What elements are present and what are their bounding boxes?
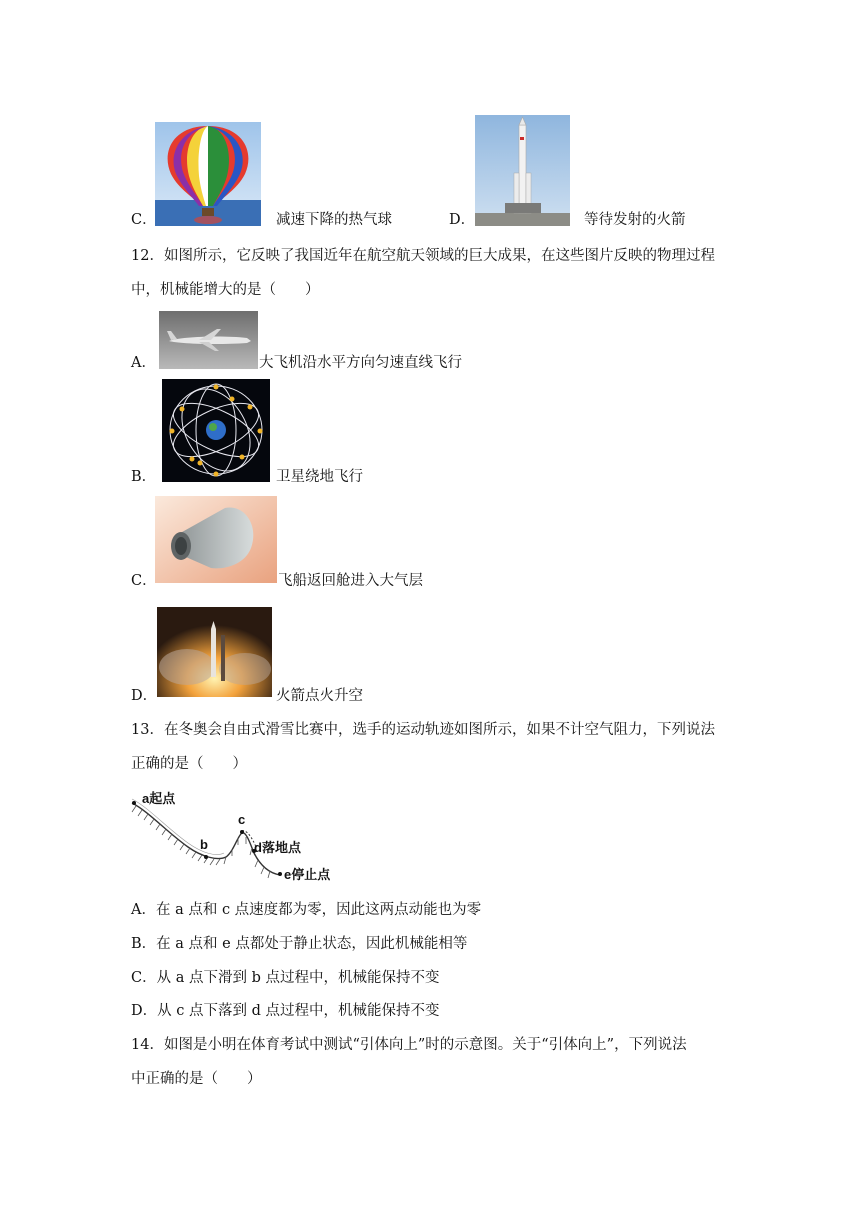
q11-option-c-caption: 减速下降的热气球 xyxy=(276,212,392,228)
figure-label-e: e停止点 xyxy=(284,867,331,882)
rocket-on-pad-image xyxy=(475,115,570,226)
rocket-launch-image xyxy=(157,607,272,697)
q14-stem-line-2: 中正确的是（ ） xyxy=(131,1071,262,1087)
q13-stem-line-1: 13．在冬奥会自由式滑雪比赛中，选手的运动轨迹如图所示，如果不计空气阻力，下列说法 xyxy=(131,722,715,738)
q12-option-b-caption: 卫星绕地飞行 xyxy=(276,469,363,485)
figure-label-d: d落地点 xyxy=(254,840,301,855)
q13-option-a: A．在 a 点和 c 点速度都为零，因此这两点动能也为零 xyxy=(131,902,482,918)
figure-label-b: b xyxy=(200,837,208,852)
q12-option-d-letter: D． xyxy=(131,688,158,704)
q13-stem-line-2: 正确的是（ ） xyxy=(131,756,247,772)
figure-label-c: c xyxy=(238,812,246,827)
ski-trajectory-figure xyxy=(128,785,338,885)
q12-option-c-caption: 飞船返回舱进入大气层 xyxy=(278,573,423,589)
q14-stem-line-1: 14．如图是小明在体育考试中测试“引体向上”时的示意图。关于“引体向上”，下列说法 xyxy=(131,1037,687,1053)
satellite-orbit-image xyxy=(162,379,270,482)
figure-label-a: a起点 xyxy=(142,791,176,806)
q12-option-a-letter: A． xyxy=(131,355,156,371)
q13-option-d: D．从 c 点下落到 d 点过程中，机械能保持不变 xyxy=(131,1003,440,1019)
q12-option-a-caption: 大飞机沿水平方向匀速直线飞行 xyxy=(259,355,462,371)
airplane-image xyxy=(159,311,258,369)
q12-stem-line-2: 中，机械能增大的是（ ） xyxy=(131,282,320,298)
hot-air-balloon-image xyxy=(155,122,261,226)
q12-stem-line-1: 12．如图所示，它反映了我国近年在航空航天领域的巨大成果，在这些图片反映的物理过程 xyxy=(131,248,715,264)
q12-option-d-caption: 火箭点火升空 xyxy=(276,688,363,704)
return-capsule-image xyxy=(155,496,277,583)
q12-option-b-letter: B． xyxy=(131,469,157,485)
q11-option-d-caption: 等待发射的火箭 xyxy=(584,212,686,228)
q13-option-c: C．从 a 点下滑到 b 点过程中，机械能保持不变 xyxy=(131,970,440,986)
q12-option-c-letter: C． xyxy=(131,573,157,589)
q11-option-c-letter: C． xyxy=(131,212,157,228)
q11-option-d-letter: D． xyxy=(449,212,476,228)
q13-option-b: B．在 a 点和 e 点都处于静止状态，因此机械能相等 xyxy=(131,936,468,952)
